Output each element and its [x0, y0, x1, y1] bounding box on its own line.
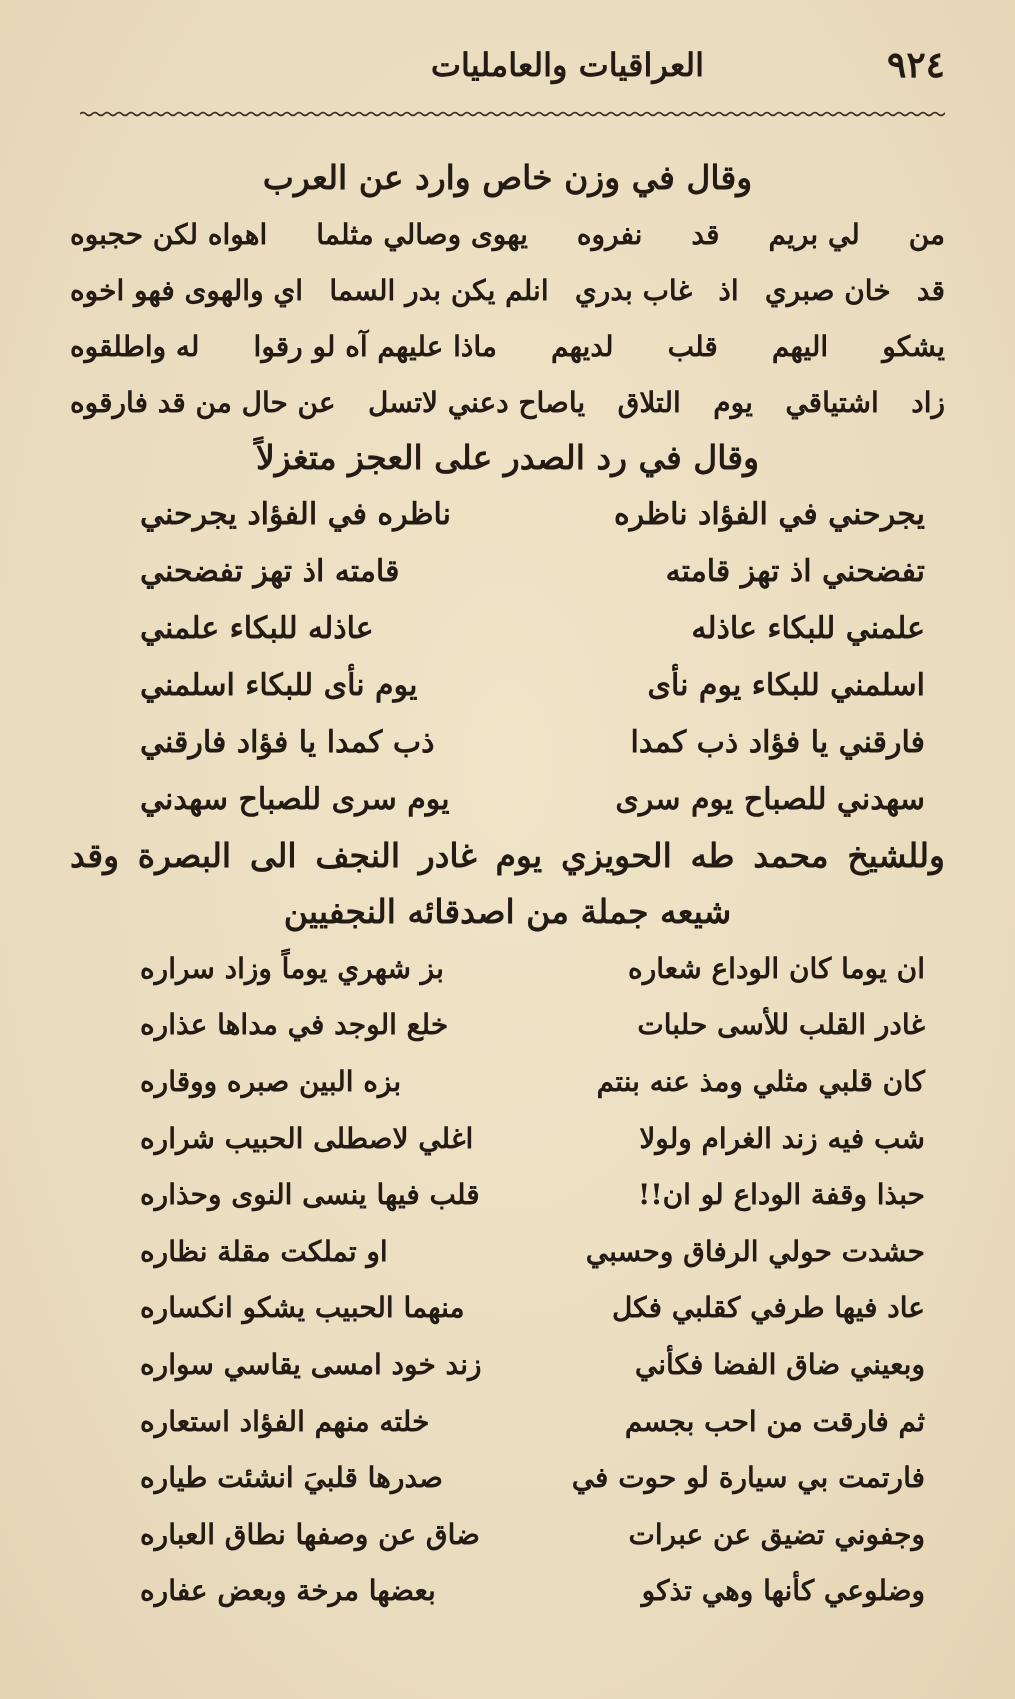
first-hemistich: حبذا وقفة الوداع لو ان!!: [638, 1178, 925, 1212]
verse-segment: قلب: [667, 329, 718, 363]
second-hemistich: قامته اذ تهز تفضحني: [140, 554, 400, 589]
second-hemistich: منهما الحبيب يشكو انكساره: [140, 1291, 465, 1325]
verse-segment: عن حال من قد فارقوه: [70, 385, 336, 419]
verse-segment: قد: [691, 217, 720, 251]
verse-segment: ماذا عليهم آه لو رقوا: [253, 329, 497, 363]
couplet: [70, 1110, 945, 1167]
couplet: [70, 657, 945, 714]
page-body: [70, 150, 945, 1619]
couplet: [70, 1053, 945, 1110]
second-hemistich: اغلي لاصطلى الحبيب شراره: [140, 1121, 474, 1155]
verse-row: [70, 318, 945, 374]
verse-segment: اليهم: [771, 329, 829, 363]
first-hemistich: كان قلبي مثلي ومذ عنه بنتم: [596, 1064, 925, 1098]
first-hemistich: عاد فيها طرفي كقلبي فكل: [611, 1291, 925, 1325]
verse-segment: خان صبري: [764, 273, 891, 307]
verse-row: [70, 262, 945, 318]
second-hemistich: صدرها قلبيَ انشئت طياره: [140, 1461, 443, 1495]
second-hemistich: ضاق عن وصفها نطاق العباره: [140, 1517, 480, 1551]
first-hemistich: علمني للبكاء عاذله: [691, 611, 925, 646]
second-hemistich: بزه البين صبره ووقاره: [140, 1064, 402, 1098]
couplet-block-3: [70, 940, 945, 1619]
verse-segment: انلم يكن بدر السما: [329, 273, 549, 307]
verse-segment: اشتياقي: [785, 385, 879, 419]
first-hemistich: سهدني للصباح يوم سرى: [615, 782, 925, 817]
second-hemistich: بز شهري يوماً وزاد سراره: [140, 951, 444, 985]
second-hemistich: قلب فيها ينسى النوى وحذاره: [140, 1178, 480, 1212]
second-hemistich: خلته منهم الفؤاد استعاره: [140, 1404, 430, 1438]
couplet: [70, 600, 945, 657]
couplet: [70, 486, 945, 543]
section-heading-3: وللشيخ محمد طه الحويزي يوم غادر النجف الى البصرة وقد: [70, 836, 945, 875]
couplet: [70, 771, 945, 828]
verse-segment: يوم: [713, 385, 753, 419]
verse-segment: غاب بدري: [574, 273, 693, 307]
verse-segment: له واطلقوه: [70, 329, 200, 363]
couplet: [70, 1506, 945, 1563]
second-hemistich: عاذله للبكاء علمني: [140, 611, 374, 646]
first-hemistich: وبعيني ضاق الفضا فكأني: [634, 1347, 925, 1381]
page-number: ٩٢٤: [886, 44, 945, 86]
verse-row: [70, 206, 945, 262]
couplet: [70, 714, 945, 771]
verse-segment: لي بريم: [768, 217, 860, 251]
running-title: العراقيات والعامليات: [430, 46, 705, 84]
couplet: [70, 1393, 945, 1450]
couplet-block-2: [70, 486, 945, 828]
verse-segment: من: [908, 217, 945, 251]
second-hemistich: ناظره في الفؤاد يجرحني: [140, 497, 452, 532]
first-hemistich: فارتمت بي سيارة لو حوت في: [571, 1461, 925, 1495]
first-hemistich: شب فيه زند الغرام ولولا: [639, 1121, 925, 1155]
first-hemistich: حشدت حولي الرفاق وحسبي: [585, 1234, 925, 1268]
verse-segment: قد: [916, 273, 945, 307]
verse-segment: اهواه لكن حجبوه: [70, 217, 268, 251]
section-heading-2: وقال في رد الصدر على العجز متغزلاً: [255, 438, 760, 477]
first-hemistich: فارقني يا فؤاد ذب كمدا: [630, 725, 925, 760]
couplet: [70, 997, 945, 1054]
second-hemistich: يوم نأى للبكاء اسلمني: [140, 668, 418, 703]
page-header: [70, 44, 945, 92]
second-hemistich: او تملكت مقلة نظاره: [140, 1234, 388, 1268]
couplet: [70, 1223, 945, 1280]
section-heading-1: وقال في وزن خاص وارد عن العرب: [262, 158, 753, 197]
verse-segment: اذ: [718, 273, 739, 307]
first-hemistich: وجفوني تضيق عن عبرات: [628, 1517, 925, 1551]
verse-segment: يهوى وصالي مثلما: [316, 217, 528, 251]
second-hemistich: بعضها مرخة وبعض عفاره: [140, 1574, 436, 1608]
verse-row: [70, 374, 945, 430]
couplet: [70, 1563, 945, 1620]
couplet: [70, 940, 945, 997]
second-hemistich: يوم سرى للصباح سهدني: [140, 782, 450, 817]
couplet: [70, 1449, 945, 1506]
verse-segment: زاد: [911, 385, 945, 419]
first-hemistich: غادر القلب للأسى حلبات: [637, 1008, 925, 1042]
couplet: [70, 1166, 945, 1223]
first-hemistich: ثم فارقت من احب بجسم: [624, 1404, 925, 1438]
verse-segment: لديهم: [550, 329, 614, 363]
quatrain-block: [70, 206, 945, 430]
first-hemistich: اسلمني للبكاء يوم نأى: [647, 668, 925, 703]
couplet: [70, 1336, 945, 1393]
verse-segment: اي والهوى فهو اخوه: [70, 273, 304, 307]
second-hemistich: زند خود امسى يقاسي سواره: [140, 1347, 482, 1381]
couplet: [70, 1280, 945, 1337]
couplet: [70, 543, 945, 600]
verse-segment: يشكو: [882, 329, 945, 363]
verse-segment: نفروه: [576, 217, 643, 251]
wavy-rule: [80, 108, 945, 120]
verse-segment: ياصاح دعني لاتسل: [368, 385, 586, 419]
first-hemistich: تفضحني اذ تهز قامته: [665, 554, 925, 589]
first-hemistich: وضلوعي كأنها وهي تذكو: [641, 1574, 925, 1608]
first-hemistich: ان يوما كان الوداع شعاره: [628, 951, 925, 985]
second-hemistich: ذب كمدا يا فؤاد فارقني: [140, 725, 435, 760]
verse-segment: التلاق: [617, 385, 681, 419]
second-hemistich: خلع الوجد في مداها عذاره: [140, 1008, 449, 1042]
section-heading-3-continued: شيعه جملة من اصدقائه النجفيين: [283, 892, 732, 931]
first-hemistich: يجرحني في الفؤاد ناظره: [613, 497, 925, 532]
